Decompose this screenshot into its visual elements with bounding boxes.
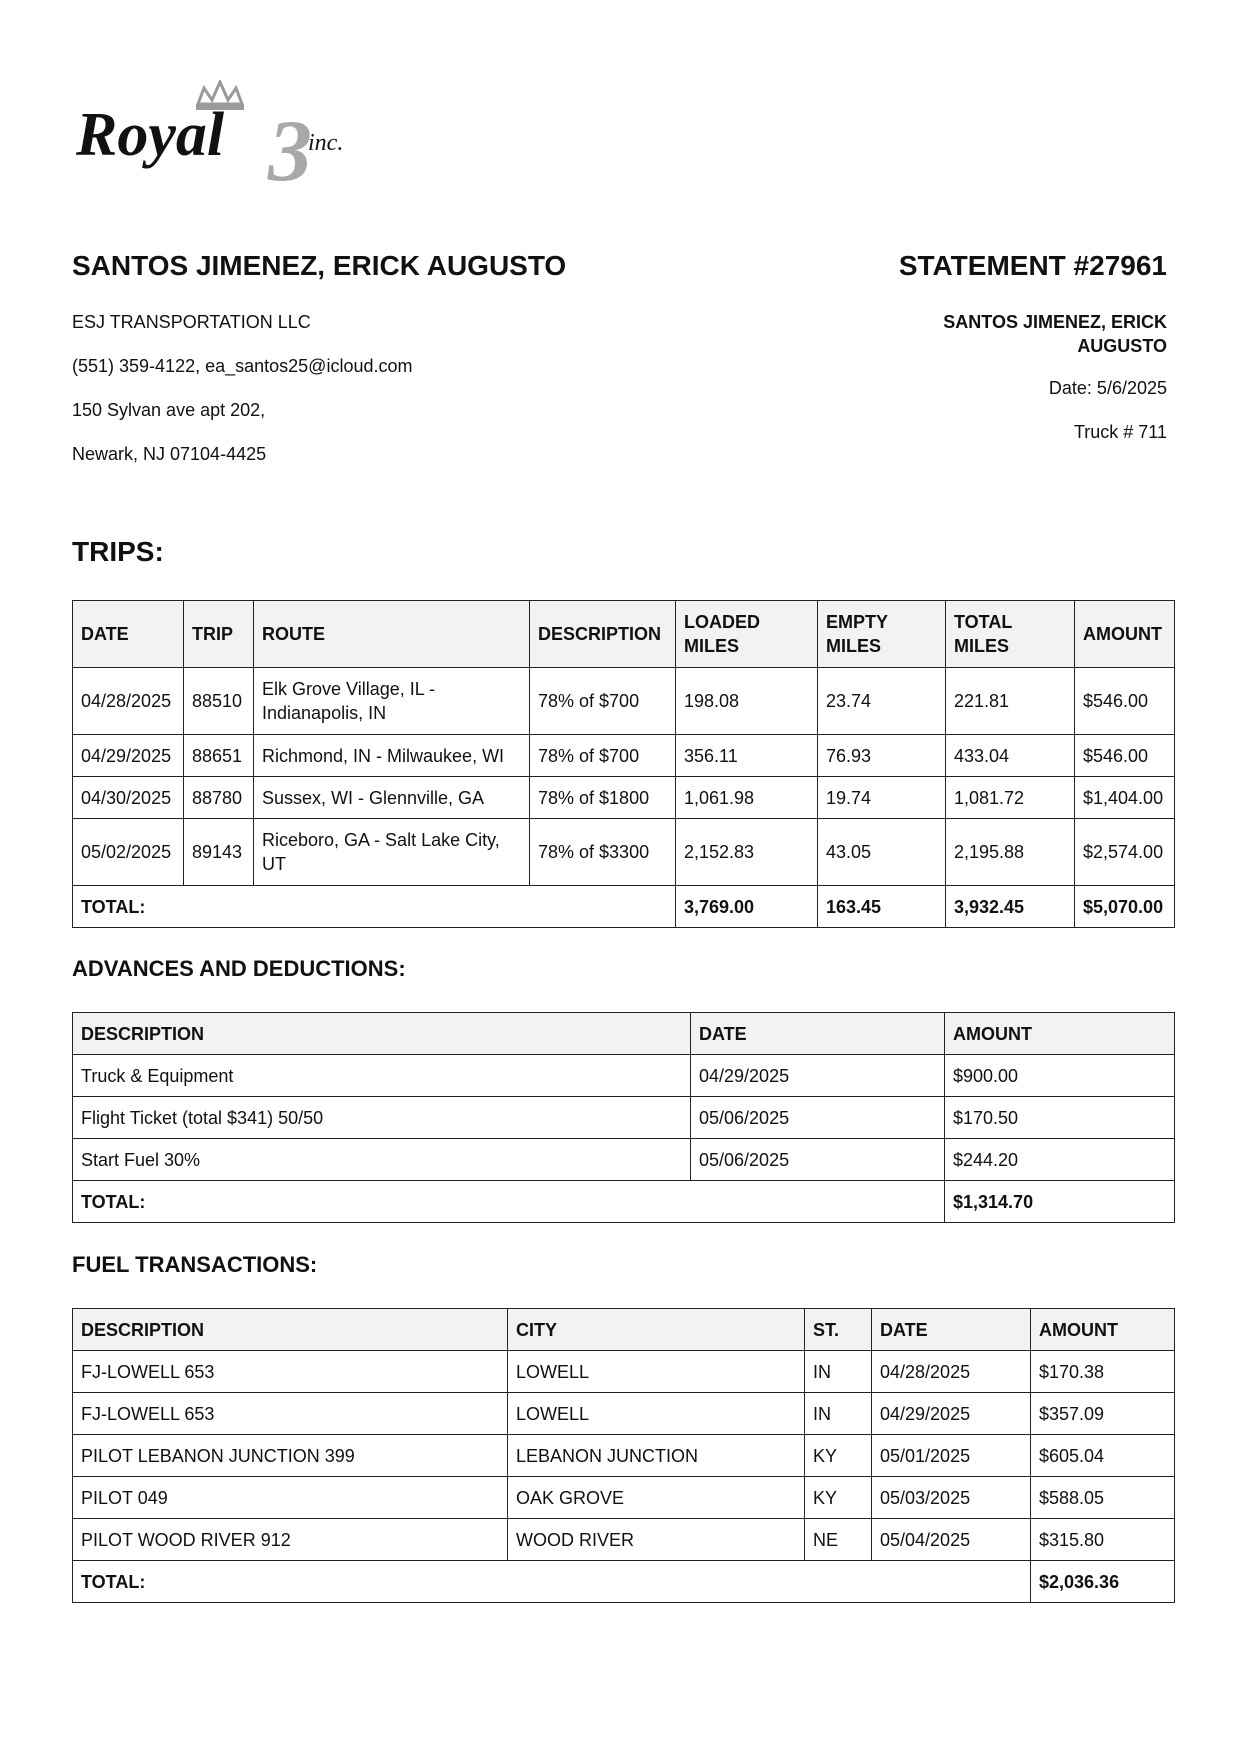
trips-heading: TRIPS:	[72, 536, 164, 567]
fuel-amount: $357.09	[1031, 1393, 1175, 1435]
trip-total-miles: 221.81	[946, 668, 1075, 735]
statement-info	[867, 310, 1167, 464]
fuel-table	[72, 1308, 1175, 1603]
royal3-logo	[76, 80, 396, 190]
fuel-description: FJ-LOWELL 653	[73, 1393, 508, 1435]
table-row	[73, 1055, 1175, 1097]
fuel-city: WOOD RIVER	[508, 1519, 805, 1561]
fuel-amount: $170.38	[1031, 1351, 1175, 1393]
fuel-description: PILOT WOOD RIVER 912	[73, 1519, 508, 1561]
trip-date: 04/28/2025	[73, 668, 184, 735]
col-total-miles: TOTAL MILES	[946, 601, 1075, 668]
trip-route: Elk Grove Village, IL - Indianapolis, IN	[254, 668, 530, 735]
table-row	[73, 1477, 1175, 1519]
table-row	[73, 1351, 1175, 1393]
contact-info: (551) 359-4122, ea_santos25@icloud.com	[72, 356, 413, 376]
trip-loaded-miles: 2,152.83	[676, 819, 818, 886]
trips-header-row	[73, 601, 1175, 668]
svg-text:3: 3	[268, 103, 312, 190]
address-line2: Newark, NJ 07104-4425	[72, 444, 267, 464]
col-amount: AMOUNT	[1075, 601, 1175, 668]
advance-amount: $244.20	[945, 1139, 1175, 1181]
table-row	[73, 735, 1175, 777]
advance-amount: $900.00	[945, 1055, 1175, 1097]
col-date: DATE	[73, 601, 184, 668]
statement-date: Date: 5/6/2025	[1048, 378, 1167, 398]
statement-driver-name	[867, 310, 1167, 358]
fuel-state: IN	[805, 1393, 872, 1435]
trip-number: 88780	[184, 777, 254, 819]
fuel-date: 04/28/2025	[872, 1351, 1031, 1393]
table-row	[73, 1519, 1175, 1561]
fuel-city: LEBANON JUNCTION	[508, 1435, 805, 1477]
table-row	[73, 1139, 1175, 1181]
advance-description: Start Fuel 30%	[73, 1139, 691, 1181]
fuel-amount: $315.80	[1031, 1519, 1175, 1561]
table-row	[73, 1097, 1175, 1139]
trip-loaded-miles: 1,061.98	[676, 777, 818, 819]
trip-total-miles: 1,081.72	[946, 777, 1075, 819]
trips-table	[72, 600, 1175, 928]
fuel-amount: $588.05	[1031, 1477, 1175, 1519]
trip-amount: $546.00	[1075, 735, 1175, 777]
col-amount: AMOUNT	[1031, 1309, 1175, 1351]
table-row	[73, 1393, 1175, 1435]
address-line1: 150 Sylvan ave apt 202,	[72, 400, 266, 420]
advances-heading: ADVANCES AND DEDUCTIONS:	[72, 956, 406, 981]
col-description: DESCRIPTION	[73, 1309, 508, 1351]
driver-name: SANTOS JIMENEZ, ERICK AUGUSTO	[72, 250, 567, 281]
trip-number: 89143	[184, 819, 254, 886]
trip-route: Riceboro, GA - Salt Lake City, UT	[254, 819, 530, 886]
advances-total-label: TOTAL:	[73, 1181, 945, 1223]
trips-total-loaded: 3,769.00	[676, 886, 818, 928]
advance-amount: $170.50	[945, 1097, 1175, 1139]
trip-description: 78% of $3300	[530, 819, 676, 886]
fuel-date: 04/29/2025	[872, 1393, 1031, 1435]
trips-total-label: TOTAL:	[73, 886, 676, 928]
trip-date: 05/02/2025	[73, 819, 184, 886]
company-name: ESJ TRANSPORTATION LLC	[72, 312, 311, 332]
trip-description: 78% of $700	[530, 735, 676, 777]
fuel-header-row	[73, 1309, 1175, 1351]
fuel-description: PILOT 049	[73, 1477, 508, 1519]
advance-date: 05/06/2025	[691, 1139, 945, 1181]
table-row	[73, 777, 1175, 819]
svg-text:Royal: Royal	[76, 101, 225, 169]
statement-title: STATEMENT #27961	[898, 250, 1167, 281]
trips-total-miles: 3,932.45	[946, 886, 1075, 928]
trips-total-empty: 163.45	[818, 886, 946, 928]
svg-text:inc.: inc.	[308, 130, 344, 156]
fuel-amount: $605.04	[1031, 1435, 1175, 1477]
advance-description: Truck & Equipment	[73, 1055, 691, 1097]
trip-description: 78% of $700	[530, 668, 676, 735]
driver-info	[72, 310, 413, 486]
col-date: DATE	[872, 1309, 1031, 1351]
trip-total-miles: 433.04	[946, 735, 1075, 777]
total-row	[73, 1561, 1175, 1603]
advances-header-row	[73, 1013, 1175, 1055]
fuel-total-label: TOTAL:	[73, 1561, 1031, 1603]
col-state: ST.	[805, 1309, 872, 1351]
trip-empty-miles: 76.93	[818, 735, 946, 777]
trip-amount: $546.00	[1075, 668, 1175, 735]
table-row	[73, 1435, 1175, 1477]
total-row	[73, 1181, 1175, 1223]
advance-date: 04/29/2025	[691, 1055, 945, 1097]
trip-amount: $2,574.00	[1075, 819, 1175, 886]
fuel-total-amount: $2,036.36	[1031, 1561, 1175, 1603]
col-trip: TRIP	[184, 601, 254, 668]
table-row	[73, 819, 1175, 886]
fuel-state: KY	[805, 1477, 872, 1519]
fuel-city: LOWELL	[508, 1393, 805, 1435]
advance-description: Flight Ticket (total $341) 50/50	[73, 1097, 691, 1139]
trip-date: 04/30/2025	[73, 777, 184, 819]
trips-total-amount: $5,070.00	[1075, 886, 1175, 928]
trip-date: 04/29/2025	[73, 735, 184, 777]
fuel-city: LOWELL	[508, 1351, 805, 1393]
col-city: CITY	[508, 1309, 805, 1351]
trip-route: Richmond, IN - Milwaukee, WI	[254, 735, 530, 777]
trip-loaded-miles: 356.11	[676, 735, 818, 777]
trip-description: 78% of $1800	[530, 777, 676, 819]
col-empty-miles: EMPTY MILES	[818, 601, 946, 668]
fuel-description: FJ-LOWELL 653	[73, 1351, 508, 1393]
trip-amount: $1,404.00	[1075, 777, 1175, 819]
advances-table	[72, 1012, 1175, 1223]
trip-empty-miles: 23.74	[818, 668, 946, 735]
col-description: DESCRIPTION	[73, 1013, 691, 1055]
trip-route: Sussex, WI - Glennville, GA	[254, 777, 530, 819]
fuel-city: OAK GROVE	[508, 1477, 805, 1519]
fuel-state: KY	[805, 1435, 872, 1477]
table-row	[73, 668, 1175, 735]
trip-total-miles: 2,195.88	[946, 819, 1075, 886]
fuel-description: PILOT LEBANON JUNCTION 399	[73, 1435, 508, 1477]
col-date: DATE	[691, 1013, 945, 1055]
col-amount: AMOUNT	[945, 1013, 1175, 1055]
statement-name-line2: AUGUSTO	[1077, 336, 1167, 356]
col-loaded-miles: LOADED MILES	[676, 601, 818, 668]
total-row	[73, 886, 1175, 928]
col-route: ROUTE	[254, 601, 530, 668]
trip-empty-miles: 19.74	[818, 777, 946, 819]
fuel-date: 05/01/2025	[872, 1435, 1031, 1477]
fuel-heading: FUEL TRANSACTIONS:	[72, 1252, 318, 1277]
advance-date: 05/06/2025	[691, 1097, 945, 1139]
trip-number: 88510	[184, 668, 254, 735]
trip-loaded-miles: 198.08	[676, 668, 818, 735]
fuel-state: IN	[805, 1351, 872, 1393]
fuel-date: 05/04/2025	[872, 1519, 1031, 1561]
trip-empty-miles: 43.05	[818, 819, 946, 886]
fuel-state: NE	[805, 1519, 872, 1561]
fuel-date: 05/03/2025	[872, 1477, 1031, 1519]
advances-total-amount: $1,314.70	[945, 1181, 1175, 1223]
col-description: DESCRIPTION	[530, 601, 676, 668]
truck-number: Truck # 711	[1073, 422, 1167, 442]
trip-number: 88651	[184, 735, 254, 777]
statement-name-line1: SANTOS JIMENEZ, ERICK	[943, 312, 1167, 332]
